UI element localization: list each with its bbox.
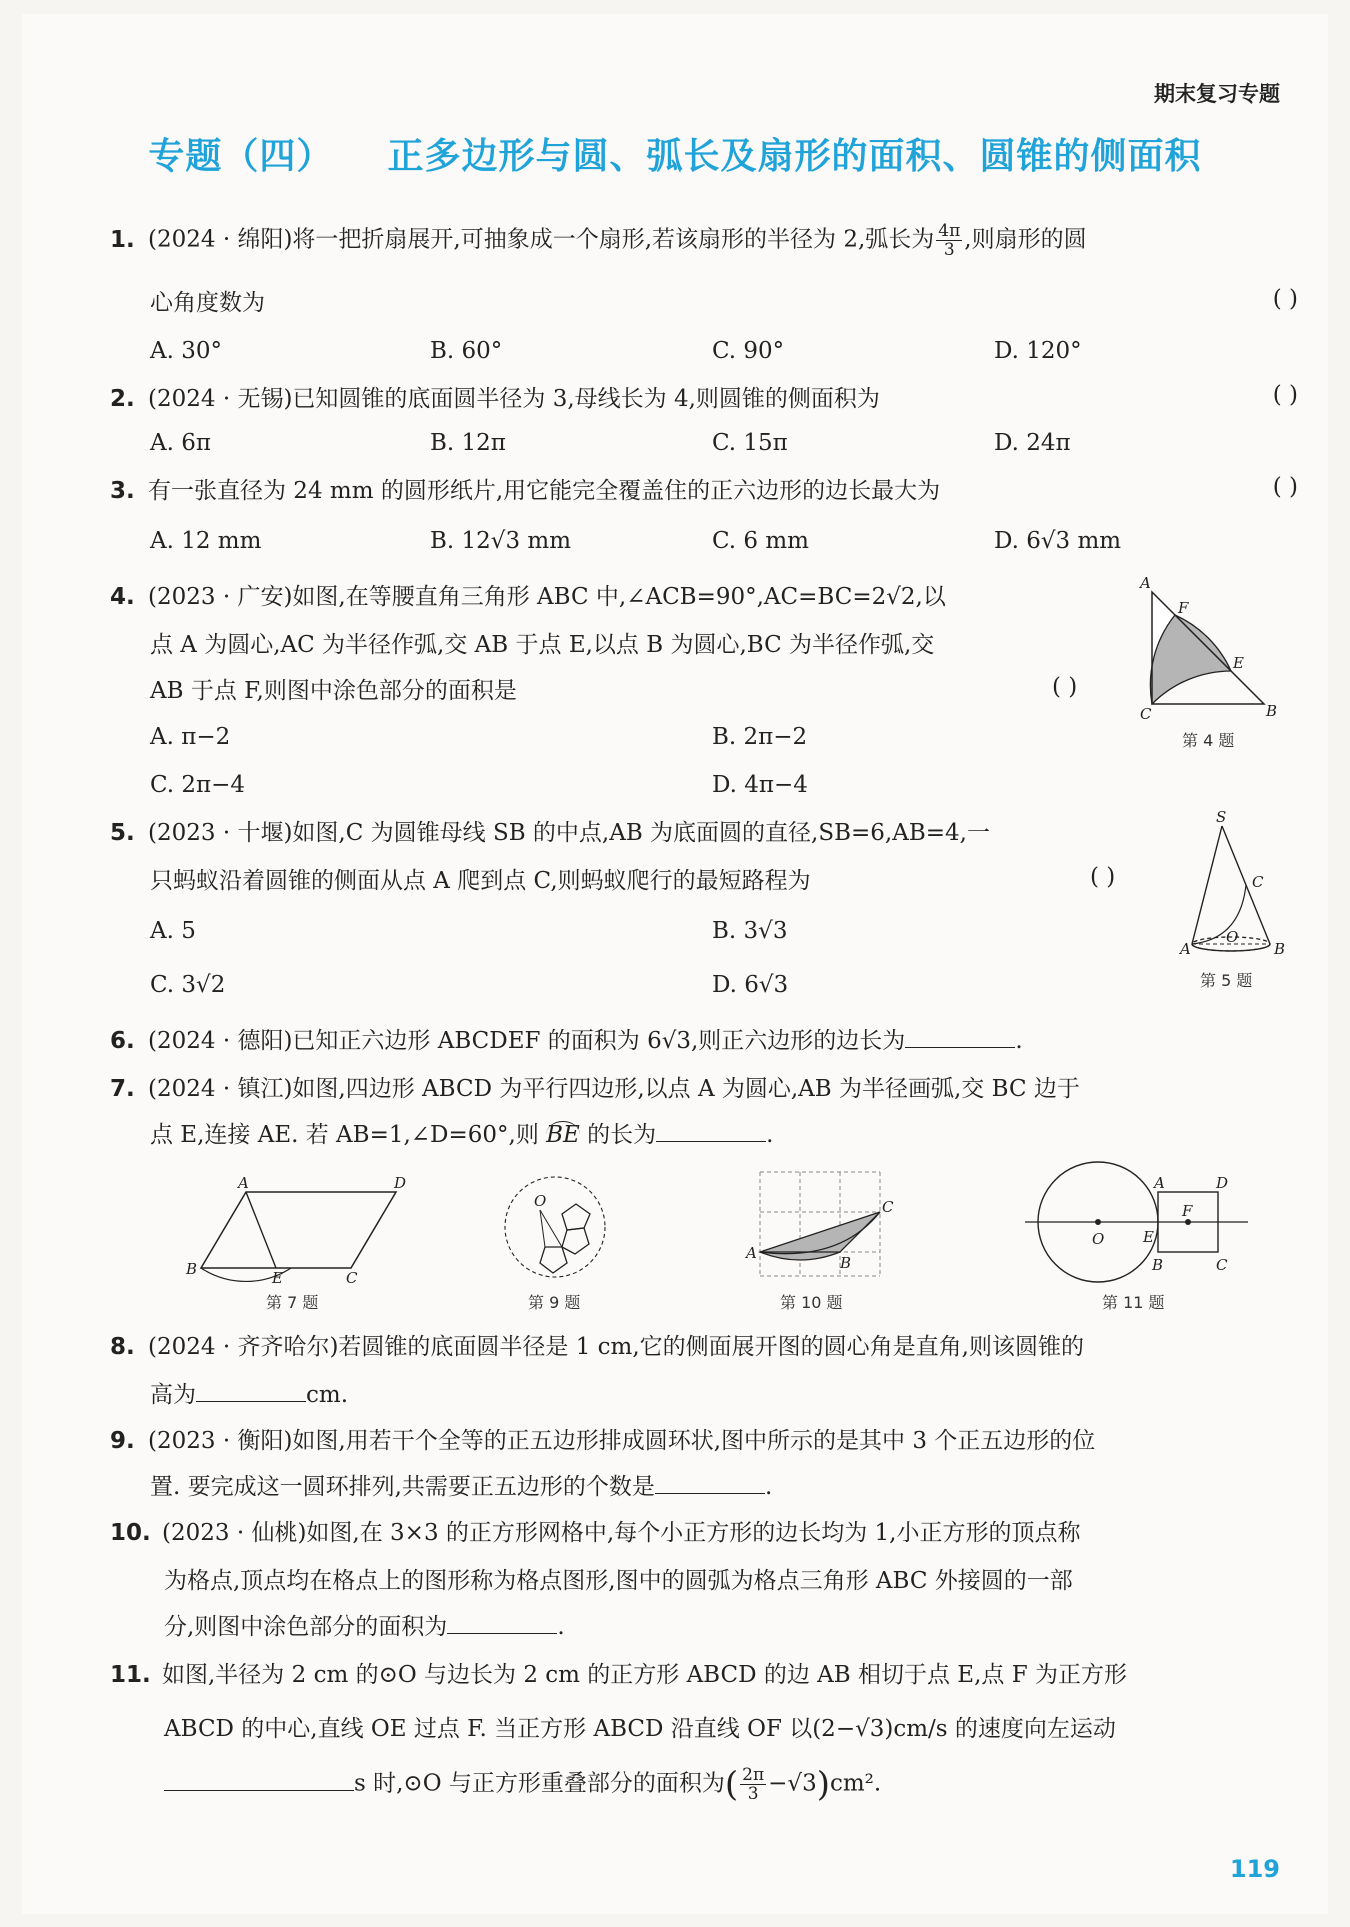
option-a: A. π−2 [150,724,231,750]
label-e: E [272,1269,283,1287]
label-a: A [746,1244,757,1262]
figure-11 [1020,1164,1250,1284]
fraction: $\frac{2\pi}{3}$ [742,1765,765,1804]
question-10 [110,1516,1080,1550]
answer-paren: ( ) [1090,864,1116,890]
figure-11-caption: 第 11 题 [1102,1293,1165,1312]
question-11-line3: s 时,⊙O 与正方形重叠部分的面积为( $\frac{2\pi}{3}$ −√3)cm². [164,1766,881,1803]
label-f: F [1182,1202,1193,1220]
question-number: 9. [110,1428,135,1454]
option-c: C. 3√2 [150,972,226,998]
question-6: 6. (2024 · 德阳)已知正六边形 ABCDEF 的面积为 6√3,则正六边形的边长为 . [110,1024,1023,1058]
label-c: C [1252,873,1264,891]
label-s: S [1216,808,1227,826]
label-c: C [346,1269,358,1287]
answer-blank[interactable] [447,1611,557,1634]
question-text: (2024 · 无锡)已知圆锥的底面圆半径为 3,母线长为 4,则圆锥的侧面积为 [148,386,880,412]
answer-paren: ( ) [1052,674,1078,700]
option-d: D. 6√3 [712,972,789,998]
label-b: B [1266,702,1278,720]
question-text: 如图,半径为 2 cm 的⊙O 与边长为 2 cm 的正方形 ABCD 的边 AB 相切于点 E,点 F 为正方形 [162,1662,1127,1688]
question-9-line2: 置. 要完成这一圆环排列,共需要正五边形的个数是 . [150,1470,772,1504]
option-c: C. 90° [712,338,785,364]
question-number: 3. [110,478,135,504]
answer-blank[interactable] [655,1471,765,1494]
option-c: C. 6 mm [712,528,809,554]
question-11 [110,1658,1127,1692]
question-number: 2. [110,386,135,412]
question-text: (2023 · 十堰)如图,C 为圆锥母线 SB 的中点,AB 为底面圆的直径,SB=6,AB=4,一 [148,820,990,846]
answer-blank[interactable] [164,1768,354,1791]
label-c: C [882,1198,894,1216]
fraction: $\frac{4\pi}{3}$ [938,221,961,260]
figure-4 [1140,574,1280,723]
answer-paren: ( ) [1272,382,1298,408]
figure-7-caption: 第 7 题 [266,1293,319,1312]
option-a: A. 30° [150,338,222,364]
question-text: ,则扇形的圆 [964,226,1087,253]
question-text: (2024 · 镇江)如图,四边形 ABCD 为平行四边形,以点 A 为圆心,AB 为半径画弧,交 BC 边于 [148,1076,1080,1102]
label-o: O [1092,1230,1105,1248]
label-c: C [1216,1256,1228,1274]
question-number: 1. [110,226,135,253]
question-4-line3: AB 于点 F,则图中涂色部分的面积是 [150,678,517,704]
figure-7 [186,1174,416,1287]
answer-blank[interactable] [905,1025,1015,1048]
label-b: B [1274,940,1286,958]
label-d: D [394,1174,407,1192]
question-text: (2023 · 仙桃)如图,在 3×3 的正方形网格中,每个小正方形的边长均为 1,小正方形的顶点称 [162,1520,1081,1546]
label-a: A [1140,574,1151,592]
question-11-line2: ABCD 的中心,直线 OE 过点 F. 当正方形 ABCD 沿直线 OF 以(2−√3)cm/s 的速度向左运动 [164,1716,1116,1742]
option-b: B. 60° [430,338,503,364]
option-b: B. 12√3 mm [430,528,572,554]
question-9 [110,1424,1095,1458]
question-5 [110,816,990,850]
option-b: B. 3√3 [712,918,788,944]
question-5-line2: 只蚂蚁沿着圆锥的侧面从点 A 爬到点 C,则蚂蚁爬行的最短路程为 [150,868,811,894]
label-b: B [186,1260,198,1278]
section-header: 期末复习专题 [1154,82,1280,106]
question-4 [110,580,946,614]
label-a: A [238,1174,249,1192]
question-7 [110,1072,1080,1106]
question-number: 10. [110,1520,151,1546]
label-e: E [1233,654,1244,672]
label-a: A [1180,940,1191,958]
question-1-cont: 心角度数为 [150,290,265,316]
page-number: 119 [1229,1855,1280,1883]
question-text: (2024 · 齐齐哈尔)若圆锥的底面圆半径是 1 cm,它的侧面展开图的圆心角是直角,则该圆锥的 [148,1334,1084,1360]
question-10-line3: 分,则图中涂色部分的面积为 . [164,1610,565,1644]
answer-paren: ( ) [1272,286,1298,312]
answer-blank[interactable] [656,1119,766,1142]
label-a: A [1154,1174,1165,1192]
option-d: D. 24π [994,430,1071,456]
option-b: B. 12π [430,430,506,456]
option-d: D. 4π−4 [712,772,808,798]
page-title: 专题（四） 正多边形与圆、弧长及扇形的面积、圆锥的侧面积 [148,136,1202,177]
figure-9 [500,1172,620,1282]
question-8 [110,1330,1084,1364]
question-number: 11. [110,1662,151,1688]
question-3 [110,474,940,508]
label-e: E [1143,1228,1154,1246]
arc-be: BE [546,1122,580,1148]
question-text: (2023 · 衡阳)如图,用若干个全等的正五边形排成圆环状,图中所示的是其中 3 个正五边形的位 [148,1428,1096,1454]
figure-5 [1180,808,1290,964]
figure-9-caption: 第 9 题 [528,1293,581,1312]
option-a: A. 5 [150,918,196,944]
option-c: C. 15π [712,430,788,456]
answer-blank[interactable] [196,1379,306,1402]
option-a: A. 12 mm [150,528,262,554]
question-4-line2: 点 A 为圆心,AC 为半径作弧,交 AB 于点 E,以点 B 为圆心,BC 为半径作弧,交 [150,632,935,658]
question-number: 7. [110,1076,135,1102]
figure-5-caption: 第 5 题 [1200,971,1253,990]
question-number: 4. [110,584,135,610]
label-f: F [1178,599,1189,617]
question-text: 有一张直径为 24 mm 的圆形纸片,用它能完全覆盖住的正六边形的边长最大为 [148,478,941,504]
question-text: (2023 · 广安)如图,在等腰直角三角形 ABC 中,∠ACB=90°,AC=BC=2√2,以 [148,584,946,610]
option-b: B. 2π−2 [712,724,808,750]
label-o: O [1226,928,1239,946]
question-text: (2024 · 绵阳)将一把折扇展开,可抽象成一个扇形,若该扇形的半径为 2,弧长为 [148,226,935,253]
option-c: C. 2π−4 [150,772,246,798]
label-o: O [534,1192,547,1210]
figure-10-caption: 第 10 题 [780,1293,843,1312]
option-d: D. 120° [994,338,1082,364]
label-b: B [840,1254,852,1272]
question-number: 8. [110,1334,135,1360]
option-d: D. 6√3 mm [994,528,1122,554]
question-number: 5. [110,820,135,846]
question-7-line2: 点 E,连接 AE. 若 AB=1,∠D=60°,则 BE 的长为 . [150,1118,773,1152]
figure-4-caption: 第 4 题 [1182,731,1235,750]
question-10-line2: 为格点,顶点均在格点上的图形称为格点图形,图中的圆弧为格点三角形 ABC 外接圆的一部 [164,1568,1073,1594]
question-1 [110,222,1087,259]
question-2 [110,382,880,416]
label-b: B [1152,1256,1164,1274]
question-text: (2024 · 德阳)已知正六边形 ABCDEF 的面积为 6√3,则正六边形的边长为 [148,1028,906,1054]
question-number: 6. [110,1028,135,1054]
label-c: C [1140,705,1152,723]
figure-10 [740,1164,894,1284]
answer-paren: ( ) [1272,474,1298,500]
question-8-line2: 高为 cm. [150,1378,348,1412]
option-a: A. 6π [150,430,211,456]
label-d: D [1216,1174,1229,1192]
